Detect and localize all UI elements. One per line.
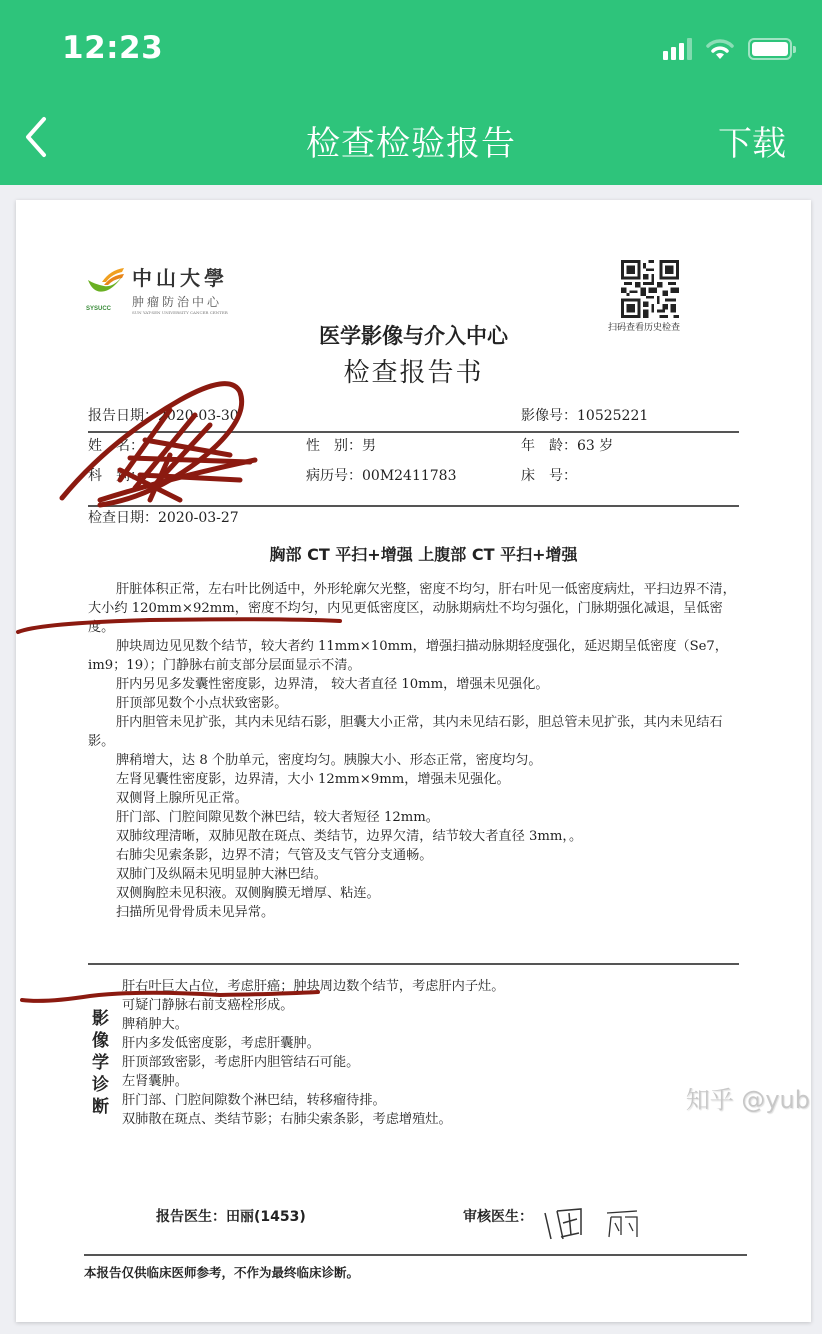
finding-item: 扫描所见骨骨质未见异常。: [116, 905, 275, 920]
diagnosis-item: 肝右叶巨大占位，考虑肝癌；肿块周边数个结节，考虑肝内子灶。: [122, 979, 505, 994]
finding-item: 右肺尖见索条影，边界不清；气管及支气管分支通畅。: [116, 848, 433, 863]
divider: [88, 963, 739, 965]
wifi-icon: [706, 38, 734, 60]
exam-title: 胸部 CT 平扫+增强 上腹部 CT 平扫+增强: [269, 545, 578, 564]
qr-caption: 扫码查看历史检查: [608, 323, 681, 333]
finding-item: 肝顶部见数个小点状致密影。: [116, 696, 288, 711]
qr-code-icon[interactable]: [621, 260, 679, 318]
diagnosis-item: 双肺散在斑点、类结节影；右肺尖索条影，考虑增殖灶。: [122, 1112, 452, 1127]
finding-item: 左肾见囊性密度影，边界清，大小 12mm×9mm，增强未见强化。: [116, 772, 510, 787]
logo-university-name: 中山大學: [132, 266, 228, 290]
finding-item: 双侧胸腔未见积液。双侧胸膜无增厚、粘连。: [116, 886, 380, 901]
battery-icon: [748, 38, 792, 60]
diagnosis-section: [122, 977, 722, 1129]
sysucc-logo-icon: SYSUCC: [86, 266, 126, 312]
bed-number: 床 号：: [521, 468, 577, 484]
document-title: 检查报告书: [343, 358, 484, 388]
finding-item: 肝门部、门腔间隙见数个淋巴结，较大者短径 12mm。: [116, 810, 439, 825]
disclaimer: 本报告仅供临床医师参考，不作为最终临床诊断。: [84, 1265, 360, 1280]
patient-name: 姓 名：: [88, 438, 144, 454]
download-button[interactable]: 下载: [718, 124, 786, 164]
reporting-doctor: 报告医生：田丽(1453): [156, 1209, 306, 1225]
patient-age: 年 龄：63 岁: [521, 438, 614, 454]
image-number: 影像号：10525221: [521, 408, 649, 424]
department-field: 科 别：: [88, 468, 144, 484]
exam-date: 检查日期：2020-03-27: [88, 510, 239, 526]
cellular-signal-icon: [663, 38, 692, 60]
logo-english-name: SUN YAT-SEN UNIVERSITY CANCER CENTER: [132, 310, 228, 315]
divider: [84, 1254, 747, 1256]
patient-sex: 性 别：男: [306, 438, 376, 454]
diagnosis-item: 可疑门静脉右前支癌栓形成。: [122, 998, 294, 1013]
finding-item: 肝脏体积正常，左右叶比例适中，外形轮廓欠光整，密度不均匀，肝右叶见一低密度病灶，平扫边界不清，大小约 120mm×92mm，密度不均匀，内见更低密度区，动脉期病灶不均匀强化，门脉期强化减退，呈低密度。: [88, 582, 736, 635]
divider: [88, 431, 739, 433]
finding-item: 双肺门及纵隔未见明显肿大淋巴结。: [116, 867, 327, 882]
diagnosis-item: 肝顶部致密影，考虑肝内胆管结石可能。: [122, 1055, 360, 1070]
status-time: 12:23: [62, 30, 164, 66]
department-title: 医学影像与介入中心: [319, 324, 508, 348]
finding-item: 脾稍增大，达 8 个肋单元，密度均匀。胰腺大小、形态正常，密度均匀。: [116, 753, 542, 768]
report-date: 报告日期：2020-03-30: [88, 408, 239, 424]
diagnosis-item: 脾稍肿大。: [122, 1017, 188, 1032]
diagnosis-item: 肝门部、门腔间隙数个淋巴结，转移瘤待排。: [122, 1093, 386, 1108]
finding-item: 双肺纹理清晰，双肺见散在斑点、类结节，边界欠清，结节较大者直径 3mm，。: [116, 829, 583, 844]
hospital-logo: [86, 262, 228, 315]
watermark: 知乎 @yub: [685, 1086, 810, 1114]
diagnosis-item: 左肾囊肿。: [122, 1074, 188, 1089]
findings-section: [88, 580, 744, 922]
app-header: [0, 0, 822, 185]
diagnosis-label: 影像学诊断: [92, 1009, 109, 1117]
logo-center-name: 肿瘤防治中心: [132, 295, 223, 309]
medical-record-number: 病历号：00M2411783: [306, 468, 457, 484]
report-document: [16, 200, 811, 1322]
page-title: 检查检验报告: [306, 124, 516, 164]
reviewing-doctor-label: 审核医生：: [463, 1209, 533, 1225]
finding-item: 肝内另见多发囊性密度影，边界清， 较大者直径 10mm，增强未见强化。: [116, 677, 549, 692]
status-icons: [663, 38, 792, 60]
reviewer-signature: [541, 1205, 651, 1245]
finding-item: 肝内胆管未见扩张，其内未见结石影，胆囊大小正常，其内未见结石影，胆总管未见扩张，其内未见结石影。: [88, 715, 723, 749]
finding-item: 肿块周边见见数个结节，较大者约 11mm×10mm，增强扫描动脉期轻度强化，延迟期呈低密度（Se7，im9；19）；门静脉右前支部分层面显示不清。: [88, 639, 728, 673]
finding-item: 双侧肾上腺所见正常。: [116, 791, 248, 806]
diagnosis-item: 肝内多发低密度影，考虑肝囊肿。: [122, 1036, 320, 1051]
